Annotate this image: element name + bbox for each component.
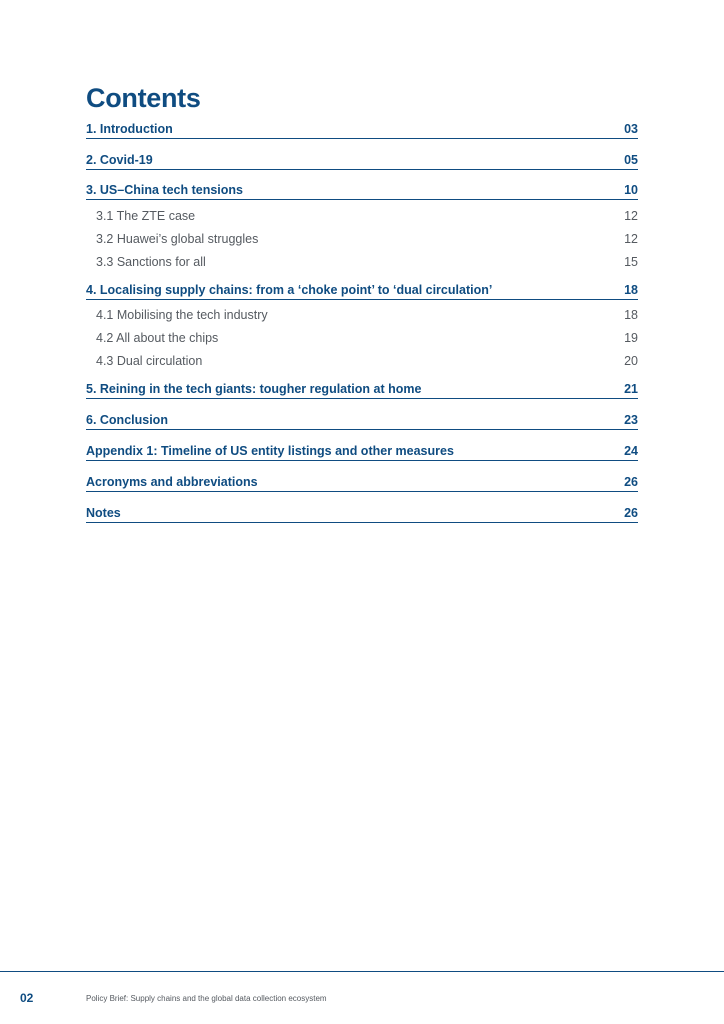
toc-entry-page: 03 [624, 122, 638, 136]
toc-entry-label: Appendix 1: Timeline of US entity listings and other measures [86, 444, 454, 458]
toc-entry-page: 24 [624, 444, 638, 458]
toc-subentry-zte[interactable] [86, 209, 638, 223]
toc-entry-label: 4.1 Mobilising the tech industry [96, 308, 268, 322]
toc-entry-page: 10 [624, 183, 638, 197]
toc-entry-label: 5. Reining in the tech giants: tougher regulation at home [86, 382, 422, 396]
toc-entry-page: 21 [624, 382, 638, 396]
toc-entry-label: Notes [86, 506, 121, 520]
toc-entry-label: 3. US–China tech tensions [86, 183, 243, 197]
toc-entry-label: 3.3 Sanctions for all [96, 255, 206, 269]
toc-entry-appendix-1[interactable] [86, 444, 638, 461]
toc-subentry-sanctions[interactable] [86, 255, 638, 269]
toc-entry-label: 2. Covid-19 [86, 153, 153, 167]
toc-entry-covid[interactable] [86, 153, 638, 170]
toc-entry-page: 20 [624, 354, 638, 368]
footer-publication-title: Policy Brief: Supply chains and the global data collection ecosystem [86, 994, 327, 1003]
toc-entry-page: 15 [624, 255, 638, 269]
toc-entry-label: 4.2 All about the chips [96, 331, 219, 345]
toc-entry-page: 26 [624, 506, 638, 520]
footer-page-number: 02 [20, 991, 34, 1005]
toc-entry-page: 12 [624, 209, 638, 223]
toc-subentry-huawei[interactable] [86, 232, 638, 246]
toc-entry-page: 12 [624, 232, 638, 246]
toc-entry-localising[interactable] [86, 283, 638, 300]
toc-entry-page: 05 [624, 153, 638, 167]
toc-entry-page: 19 [624, 331, 638, 345]
toc-entry-reining-in[interactable] [86, 382, 638, 399]
page-title: Contents [86, 83, 201, 113]
toc-subentry-dual-circulation[interactable] [86, 354, 638, 368]
toc-entry-label: 4.3 Dual circulation [96, 354, 203, 368]
toc-entry-page: 23 [624, 413, 638, 427]
toc-entry-introduction[interactable] [86, 122, 638, 139]
toc-entry-page: 26 [624, 475, 638, 489]
toc-entry-label: Acronyms and abbreviations [86, 475, 258, 489]
toc-entry-label: 4. Localising supply chains: from a ‘choke point’ to ‘dual circulation’ [86, 283, 493, 297]
footer-divider [0, 971, 724, 972]
toc-entry-label: 6. Conclusion [86, 413, 168, 427]
toc-entry-page: 18 [624, 283, 638, 297]
toc-subentry-mobilising[interactable] [86, 308, 638, 322]
toc-subentry-chips[interactable] [86, 331, 638, 345]
toc-entry-us-china[interactable] [86, 183, 638, 200]
toc-entry-notes[interactable] [86, 506, 638, 523]
toc-entry-page: 18 [624, 308, 638, 322]
toc-entry-conclusion[interactable] [86, 413, 638, 430]
toc-entry-label: 3.2 Huawei’s global struggles [96, 232, 259, 246]
toc-entry-label: 1. Introduction [86, 122, 173, 136]
toc-entry-acronyms[interactable] [86, 475, 638, 492]
toc-entry-label: 3.1 The ZTE case [96, 209, 196, 223]
